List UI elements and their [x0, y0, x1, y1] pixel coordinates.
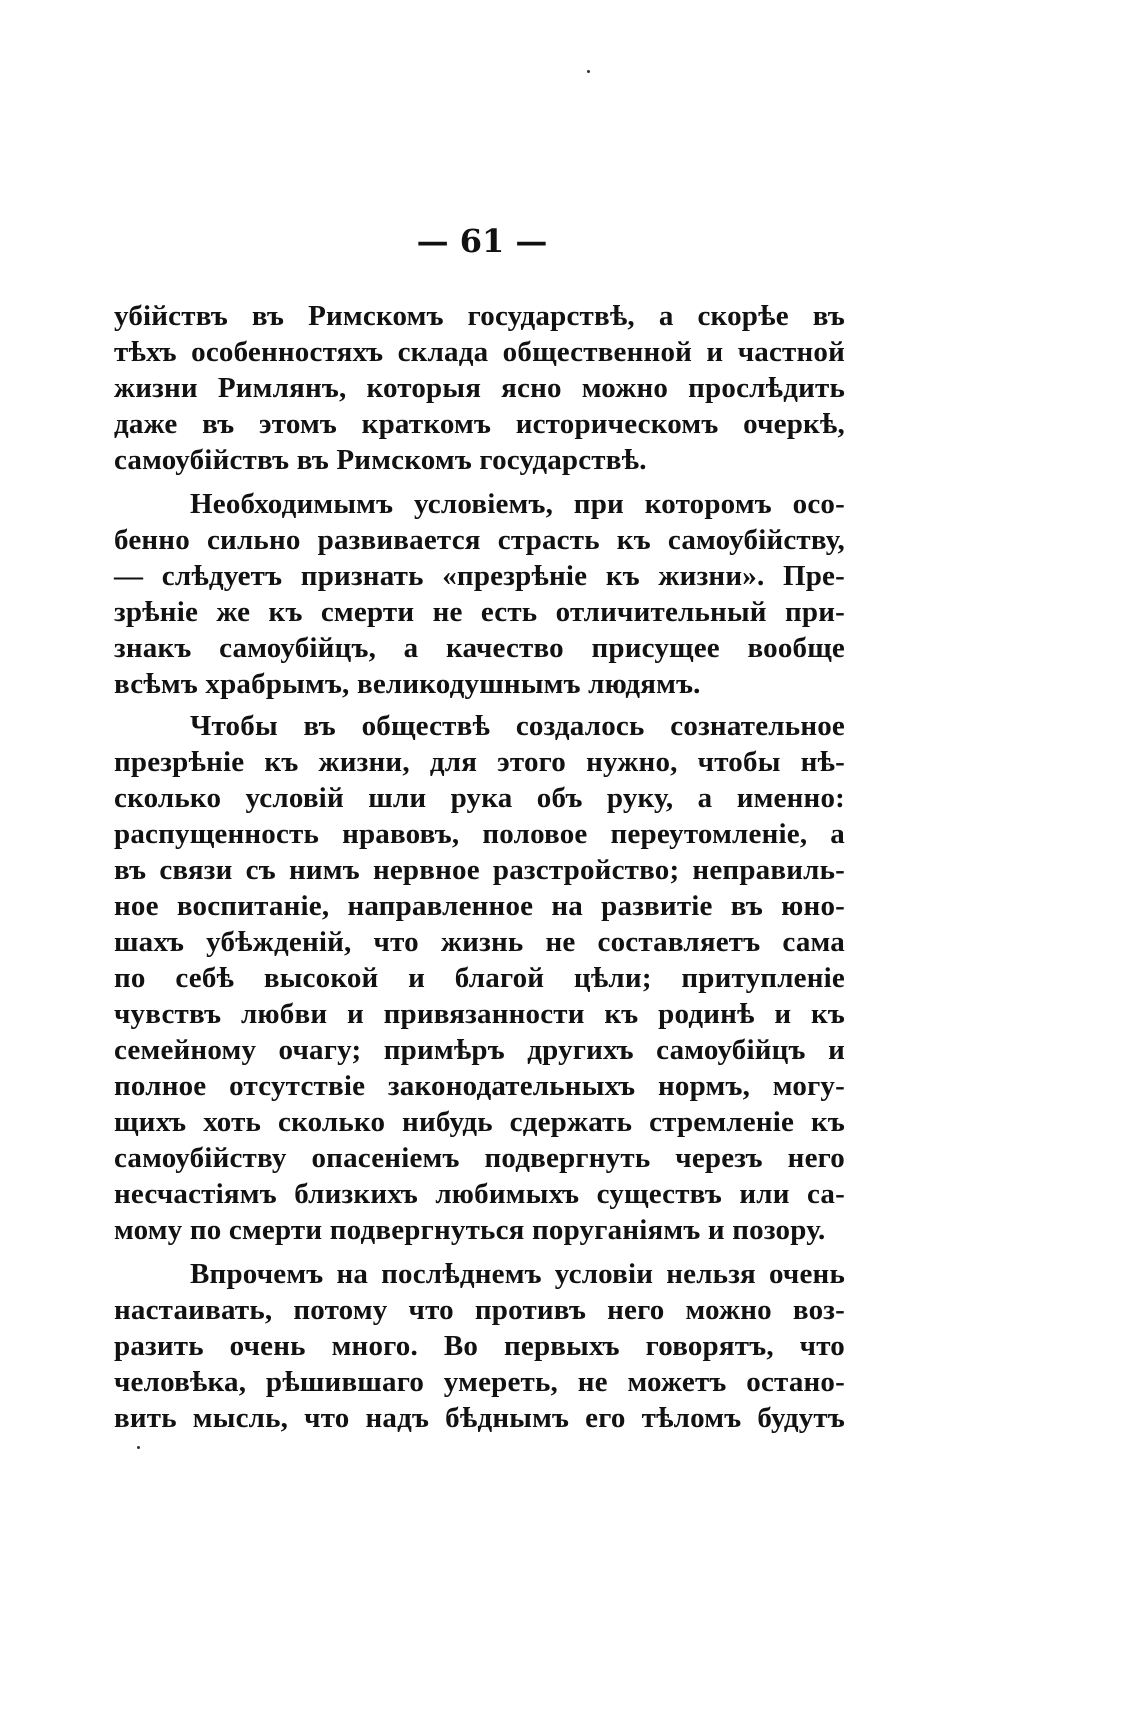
text-line: даже въ этомъ краткомъ историческомъ очеркѣ, [114, 408, 845, 440]
text-line: зрѣніе же къ смерти не есть отличительный при- [114, 596, 845, 628]
scan-speck [587, 70, 590, 73]
text-line: Чтобы въ обществѣ создалось сознательное [190, 710, 845, 742]
text-line: щихъ хоть сколько нибудь сдержать стремленіе къ [114, 1106, 845, 1138]
text-line: знакъ самоубійцъ, а качество присущее вообще [114, 632, 845, 664]
text-line: вить мысль, что надъ бѣднымъ его тѣломъ будутъ [114, 1402, 845, 1434]
text-line: по себѣ высокой и благой цѣли; притупленіе [114, 962, 845, 994]
text-line: мому по смерти подвергнуться поруганіямъ и позору. [114, 1214, 826, 1246]
text-line: сколько условій шли рука объ руку, а именно: [114, 782, 845, 814]
text-line: презрѣніе къ жизни, для этого нужно, чтобы нѣ- [114, 746, 845, 778]
text-line: ное воспитаніе, направленное на развитіе въ юно- [114, 890, 845, 922]
page-number: — 61 — [416, 222, 548, 260]
text-line: несчастіямъ близкихъ любимыхъ существъ или са- [114, 1178, 845, 1210]
text-line: всѣмъ храбрымъ, великодушнымъ людямъ. [114, 668, 701, 700]
text-line: — слѣдуетъ признать «презрѣніе къ жизни». Пре- [114, 560, 845, 592]
text-line: тѣхъ особенностяхъ склада общественной и частной [114, 336, 845, 368]
text-line: самоубійству опасеніемъ подвергнуть черезъ него [114, 1142, 845, 1174]
text-line: убійствъ въ Римскомъ государствѣ, а скорѣе въ [114, 300, 845, 332]
text-line: жизни Римлянъ, которыя ясно можно прослѣдить [114, 372, 845, 404]
scan-speck [137, 1446, 140, 1449]
text-line: разить очень много. Во первыхъ говорятъ, что [114, 1330, 845, 1362]
text-line: Необходимымъ условіемъ, при которомъ осо- [190, 488, 845, 520]
text-line: въ связи съ нимъ нервное разстройство; неправиль- [114, 854, 845, 886]
text-line: Впрочемъ на послѣднемъ условіи нельзя очень [190, 1258, 845, 1290]
text-line: полное отсутствіе законодательныхъ нормъ, могу- [114, 1070, 845, 1102]
text-line: бенно сильно развивается страсть къ самоубійству, [114, 524, 845, 556]
text-line: самоубійствъ въ Римскомъ государствѣ. [114, 444, 647, 476]
text-line: человѣка, рѣшившаго умереть, не можетъ остано- [114, 1366, 845, 1398]
text-line: семейному очагу; примѣръ другихъ самоубійцъ и [114, 1034, 845, 1066]
text-line: шахъ убѣжденій, что жизнь не составляетъ сама [114, 926, 845, 958]
text-line: распущенность нравовъ, половое переутомленіе, а [114, 818, 845, 850]
text-line: настаивать, потому что противъ него можно воз- [114, 1294, 845, 1326]
text-line: чувствъ любви и привязанности къ родинѣ и къ [114, 998, 845, 1030]
